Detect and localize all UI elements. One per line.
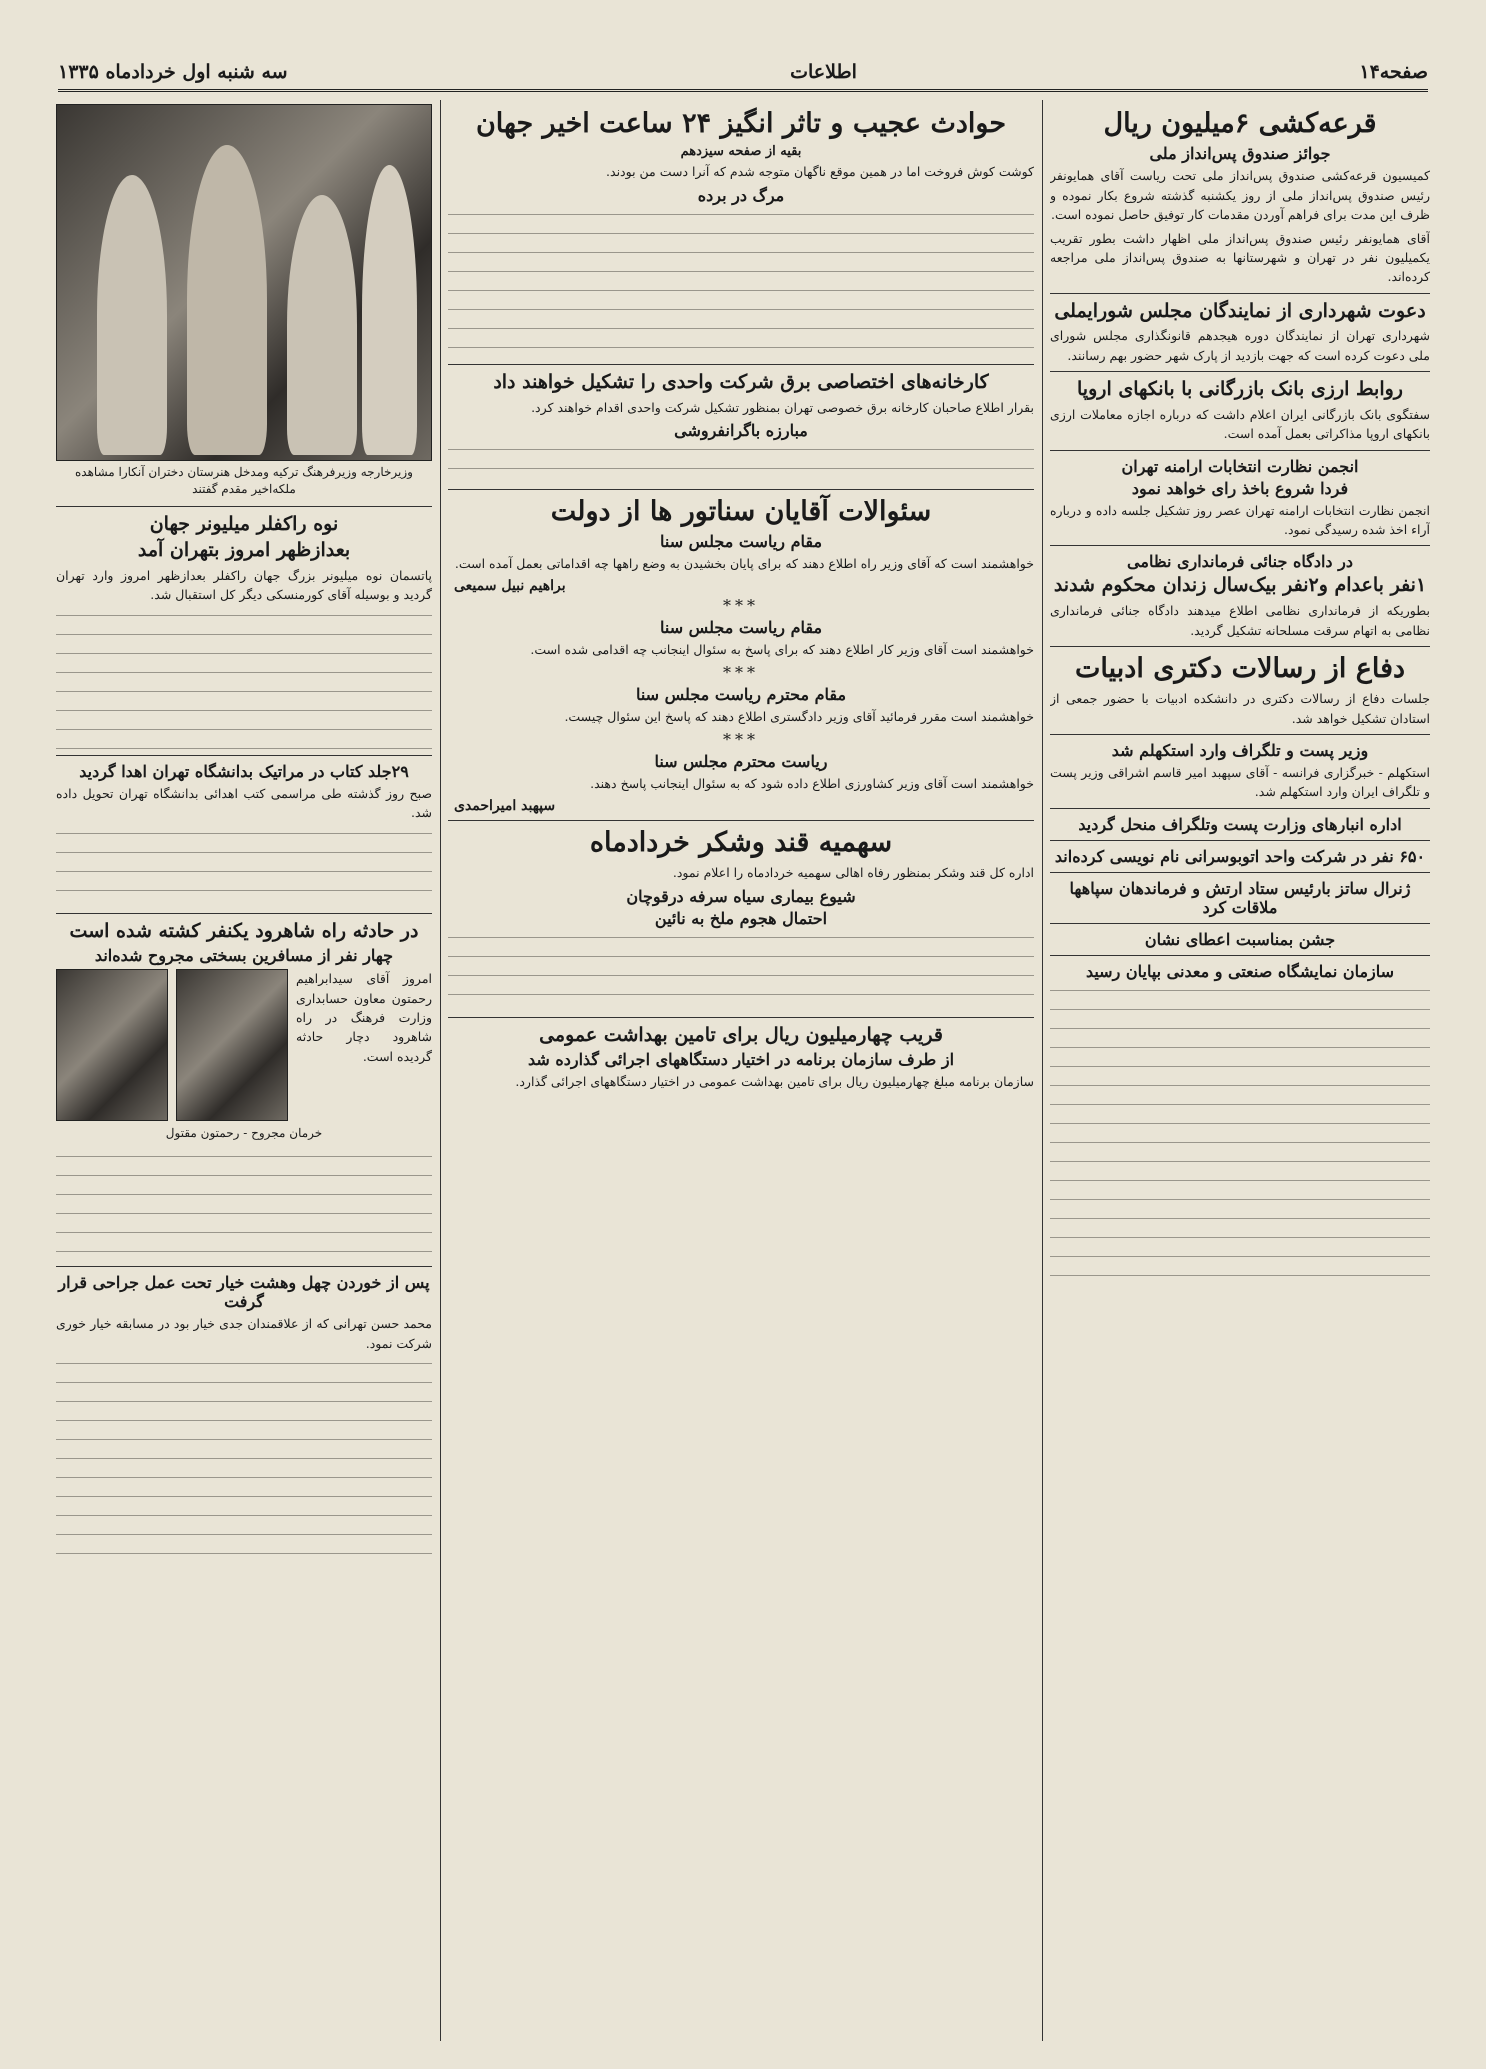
- headline: مرگ در برده: [697, 185, 785, 205]
- photo-caption: خرمان مجروح - رحمتون مقتول: [165, 1126, 323, 1141]
- article-text: کوشت کوش فروخت اما در همین موقع ناگهان متوجه شدم که آنرا دست من بودند.: [606, 164, 1034, 180]
- headline: نوه راکفلر میلیونر جهان: [149, 512, 339, 535]
- article-text: انجمن نظارت انتخابات ارامنه تهران عصر روز تشکیل جلسه داده و درباره آراء اخذ شده رسیدگی نمود.: [1050, 502, 1430, 538]
- subheadline: از طرف سازمان برنامه در اختیار دستگاههای اجرائی گذارده شد: [527, 1050, 955, 1070]
- headline: ۲۹جلد کتاب در مراتیک بدانشگاه تهران اهدا گردید: [79, 761, 409, 781]
- paper-name: اطلاعات: [790, 61, 857, 83]
- subheadline: بقیه از صفحه سیزدهم: [680, 144, 802, 160]
- headline: مقام ریاست مجلس سنا: [659, 617, 823, 637]
- headline: قرعه‌کشی ۶میلیون ریال: [1103, 108, 1377, 139]
- article-text: خواهشمند است آقای وزیر کشاورزی اطلاع داده شود که به سئوال اینجانب پاسخ دهند.: [590, 776, 1034, 792]
- subheadline: جوائز صندوق پس‌انداز ملی: [1149, 144, 1331, 164]
- article-text: آقای همایونفر رئیس صندوق پس‌انداز ملی اظهار داشت بطور تقریب یکمیلیون نفر در تهران و شهرستانها به صندوق پس‌انداز ملی مراجعه کرده‌اند.: [1050, 230, 1430, 285]
- portrait-photo: [56, 969, 168, 1121]
- headline: انجمن نظارت انتخابات ارامنه تهران: [1121, 456, 1359, 476]
- subheadline: فردا شروع باخذ رای خواهد نمود: [1131, 478, 1349, 498]
- article-text: جلسات دفاع از رسالات دکتری در دانشکده ادبیات با حضور جمعی از استادان تشکیل خواهد شد.: [1050, 691, 1430, 726]
- separator-stars: ***: [723, 663, 759, 683]
- article-text: کمیسیون قرعه‌کشی صندوق پس‌انداز ملی تحت ریاست آقای همایونفر رئیس صندوق پس‌انداز ملی از روز یکشنبه گذشته شروع بکار نموده و ظرف این مدت برای فراهم آوردن مقدمات کار توفیق حاصل نموده است.: [1050, 168, 1430, 223]
- headline: جشن بمناسبت اعطای نشان: [1144, 929, 1336, 949]
- article-text: صبح روز گذشته طی مراسمی کتب اهدائی بدانشگاه تهران تحویل داده شد.: [56, 785, 432, 821]
- byline: براهیم نبیل سمیعی: [454, 577, 566, 594]
- headline: در حادثه راه شاهرود یکنفر کشته شده است: [69, 919, 419, 942]
- headline: سهمیه قند وشکر خردادماه: [589, 826, 893, 858]
- article-text: شهرداری تهران از نمایندگان دوره هیجدهم قانونگذاری مجلس شورای ملی دعوت کرده است که جهت بازدید از پارک شهر حضور بهم رسانند.: [1050, 328, 1430, 363]
- headline: ژنرال ساتز بارئیس ستاد ارتش و فرماندهان سپاهها ملاقات کرد: [1069, 878, 1411, 917]
- subheadline: ۱نفر باعدام و۲نفر بیک‌سال زندان محکوم شدند: [1053, 574, 1427, 597]
- headline: دفاع از رسالات دکتری ادبیات: [1075, 652, 1405, 684]
- article-text: سفتگوی بانک بازرگانی ایران اعلام داشت که درباره اجازه معاملات ارزی بانکهای اروپا مذاکراتی بعمل آمده است.: [1050, 406, 1430, 442]
- column-right: [1050, 104, 1430, 2041]
- separator-stars: ***: [723, 730, 759, 750]
- subheadline: چهار نفر از مسافرین بسختی مجروح شده‌اند: [94, 946, 394, 966]
- headline: مقام محترم ریاست مجلس سنا: [635, 685, 847, 705]
- headline: کارخانه‌های اختصاصی برق شرکت واحدی را تشکیل خواهند داد: [493, 370, 989, 393]
- headline: پس از خوردن چهل وهشت خیار تحت عمل جراحی قرار گرفت: [58, 1273, 430, 1312]
- issue-date: سه شنبه اول خردادماه ۱۳۳۵: [58, 61, 288, 83]
- article-text: محمد حسن تهرانی که از علاقمندان جدی خیار بود در مسابقه خیار خوری شرکت نمود.: [56, 1316, 432, 1351]
- article-text: خواهشمند است آقای وزیر کار اطلاع دهند که برای پاسخ به سئوال اینجانب چه اقدامی شده است.: [530, 641, 1034, 657]
- separator-stars: ***: [723, 595, 759, 615]
- article-text: امروز آقای سیدابراهیم رحمتون معاون حسابداری وزارت فرهنگ در راه شاهرود دچار حادثه گردیده است.: [296, 971, 432, 1064]
- headline: در دادگاه جنائی فرمانداری نظامی: [1127, 552, 1353, 572]
- headline: وزیر پست و تلگراف وارد استکهلم شد: [1111, 741, 1369, 761]
- headline: سئوالات آقایان سناتور ها از دولت: [550, 495, 932, 527]
- subheadline: بعدازظهر امروز بتهران آمد: [137, 539, 351, 562]
- article-text: سازمان برنامه مبلغ چهارمیلیون ریال برای تامین بهداشت عمومی در اختیار دستگاههای اجرائی گذارد.: [515, 1074, 1034, 1090]
- article-text: بطوریکه از فرمانداری نظامی اطلاع میدهند دادگاه جنائی فرمانداری نظامی به اتهام سرقت مسلحانه تشکیل گردید.: [1050, 603, 1430, 638]
- masthead: [58, 55, 1428, 92]
- article-text: خواهشمند است که آقای وزیر راه اطلاع دهند که برای پایان بخشیدن به وضع راهها چه اقداماتی بعمل آمده است.: [454, 556, 1034, 572]
- headline: شیوع بیماری سیاه سرفه درقوچان: [626, 886, 856, 906]
- article-text: پاتسمان نوه میلیونر بزرگ جهان راکفلر بعدازظهر امروز وارد تهران گردید و بوسیله آقای کورمنسکی دیگر کل استقبال شد.: [56, 568, 432, 603]
- news-photo: [56, 104, 432, 461]
- article-text: بقرار اطلاع صاحبان کارخانه برق خصوصی تهران بمنظور تشکیل شرکت واحدی اقدام خواهند کرد.: [531, 399, 1034, 415]
- photo-caption: وزیرخارجه وزیرفرهنگ ترکیه ومدخل هنرستان دختران آنکارا مشاهده ملکه‌اخیر مقدم گفتند: [75, 465, 413, 496]
- column-left: [56, 104, 432, 2041]
- byline: سپهبد امیراحمدی: [454, 797, 556, 814]
- page-number: صفحه۱۴: [1359, 61, 1428, 83]
- headline: ۶۵۰ نفر در شرکت واحد اتوبوسرانی نام نویسی کرده‌اند: [1054, 846, 1426, 866]
- headline: اداره انبارهای وزارت پست وتلگراف منحل گردید: [1078, 814, 1402, 834]
- headline: مقام ریاست مجلس سنا: [659, 532, 823, 552]
- article-text: خواهشمند است مقرر فرمائید آقای وزیر دادگستری اطلاع دهند که پاسخ این سئوال چیست.: [564, 709, 1034, 725]
- headline: روابط ارزی بانک بازرگانی با بانکهای اروپا: [1077, 378, 1403, 401]
- headline: ریاست محترم مجلس سنا: [654, 752, 828, 772]
- headline: حوادث عجیب و تاثر انگیز ۲۴ ساعت اخیر جهان: [475, 108, 1007, 139]
- article-text: اداره کل قند وشکر بمنظور رفاه اهالی سهمیه خردادماه را اعلام نمود.: [672, 865, 1034, 881]
- column-rule: [440, 100, 441, 2041]
- headline: دعوت شهرداری از نمایندگان مجلس شورایملی: [1054, 299, 1426, 322]
- headline: مبارزه باگرانفروشی: [674, 420, 808, 440]
- headline: سازمان نمایشگاه صنعتی و معدنی بپایان رسید: [1085, 961, 1395, 981]
- column-rule: [1042, 100, 1043, 2041]
- headline: قریب چهارمیلیون ریال برای تامین بهداشت عمومی: [539, 1023, 943, 1046]
- article-text: استکهلم - خبرگزاری فرانسه - آقای سپهبد امیر قاسم اشراقی وزیر پست و تلگراف ایران وارد استکهلم شد.: [1050, 765, 1430, 800]
- portrait-photo: [176, 969, 288, 1121]
- headline: احتمال هجوم ملخ به نائین: [654, 908, 828, 928]
- column-middle: [448, 104, 1034, 2041]
